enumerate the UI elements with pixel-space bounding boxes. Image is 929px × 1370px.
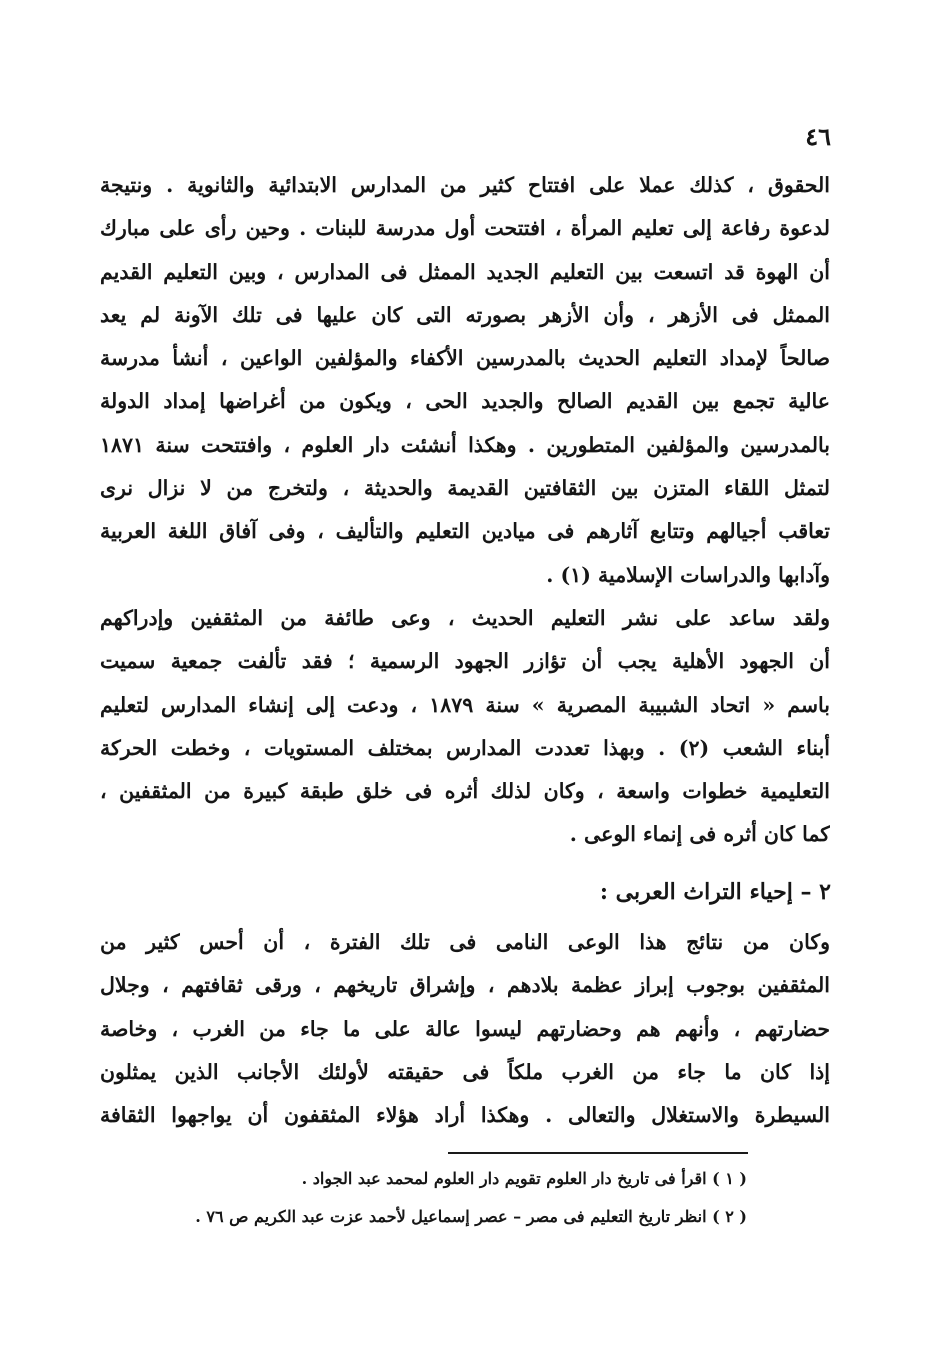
section-heading: ٢ – إحياء التراث العربى : bbox=[599, 879, 831, 905]
footnotes bbox=[147, 1160, 747, 1236]
text-line: التعليمية خطوات واسعة ، وكان لذلك أثره فى خلق طبقة كبيرة من المثقفين ، bbox=[100, 779, 830, 804]
paragraph-1 bbox=[100, 164, 830, 597]
text-line: إذا كان ما جاء من الغرب ملكاً فى حقيقته لأولئك الأجانب الذين يمثلون bbox=[100, 1059, 830, 1084]
footnote-1: ( ١ ) اقرأ فى تاريخ دار العلوم تقويم دار العلوم لمحمد عبد الجواد . bbox=[301, 1169, 747, 1188]
text-line: أن الجهود الأهلية يجب أن تؤازر الجهود الرسمية ؛ فقد تألفت جمعية سميت bbox=[100, 649, 830, 674]
text-line: صالحاً لإمداد التعليم الحديث بالمدرسين الأكفاء والمؤلفين الواعين ، أنشأ مدرسة bbox=[100, 346, 830, 371]
footnote-divider bbox=[448, 1152, 748, 1154]
page-number: ٤٦ bbox=[805, 122, 831, 151]
text-line: أبناء الشعب (٢) . وبهذا تعددت المدارس بمختلف المستويات ، وخطت الحركة bbox=[100, 735, 830, 760]
text-line: لدعوة رفاعة إلى تعليم المرأة ، افتتحت أول مدرسة للبنات . وحين رأى على مبارك bbox=[100, 216, 830, 241]
footnote-2: ( ٢ ) انظر تاريخ التعليم فى مصر – عصر إسماعيل لأحمد عزت عبد الكريم ص ٧٦ . bbox=[195, 1207, 747, 1226]
text-line: عالية تجمع بين القديم الصالح والجديد الحى ، ويكون من أغراضها إمداد الدولة bbox=[100, 389, 830, 414]
text-line: السيطرة والاستغلال والتعالى . وهكذا أراد هؤلاء المثقفون أن يواجهوا الثقافة bbox=[100, 1103, 830, 1128]
paragraph-2 bbox=[100, 597, 830, 857]
paragraph-3 bbox=[100, 921, 830, 1137]
text-line: ولقد ساعد على نشر التعليم الحديث ، وعى طائفة من المثقفين وإدراكهم bbox=[100, 606, 830, 630]
text-line: الحقوق ، كذلك عملا على افتتاح كثير من المدارس الابتدائية والثانوية . ونتيجة bbox=[100, 173, 830, 197]
text-line: حضارتهم ، وأنهم هم وحضارتهم ليسوا عالة على ما جاء من الغرب ، وخاصة bbox=[100, 1016, 830, 1041]
text-line: بالمدرسين والمؤلفين المتطورين . وهكذا أنشئت دار العلوم ، وافتتحت سنة ١٨٧١ bbox=[100, 432, 830, 457]
text-line: أن الهوة قد اتسعت بين التعليم الجديد الممثل فى المدارس ، وبين التعليم القديم bbox=[100, 259, 830, 284]
text-line: وكان من نتائج هذا الوعى النامى فى تلك الفترة ، أن أحس كثير من bbox=[100, 930, 830, 954]
text-line: تعاقب أجيالهم وتتابع آثارهم فى ميادين التعليم والتأليف ، وفى آفاق اللغة العربية bbox=[100, 519, 830, 544]
text-line: كما كان أثره فى إنماء الوعى . bbox=[569, 822, 830, 847]
text-line: باسم « اتحاد الشبيبة المصرية » سنة ١٨٧٩ ، ودعت إلى إنشاء المدارس لتعليم bbox=[100, 692, 830, 717]
text-line: المثقفين بوجوب إبراز عظمة بلادهم ، وإشراق تاريخهم ، ورقى ثقافتهم ، وجلال bbox=[100, 973, 830, 998]
text-line: وآدابها والدراسات الإسلامية (١) . bbox=[546, 562, 830, 587]
text-line: لتمثل اللقاء المتزن بين الثقافتين القديمة والحديثة ، ولتخرج من لا نزال نرى bbox=[100, 476, 830, 501]
text-line: الممثل فى الأزهر ، وأن الأزهر بصورته التى كان عليها فى تلك الآونة لم يعد bbox=[100, 302, 830, 327]
